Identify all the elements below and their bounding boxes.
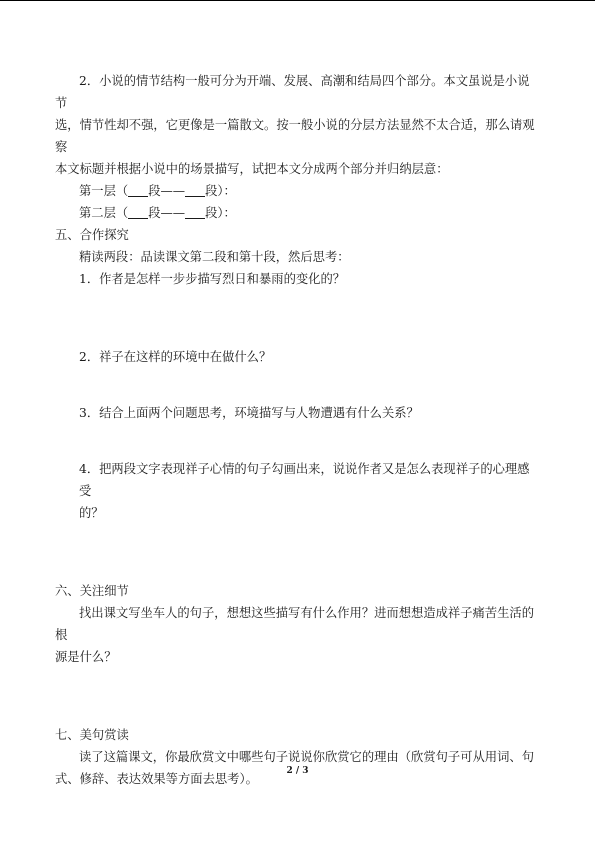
section-6-line-2: 源是什么？ — [55, 650, 117, 664]
document-body — [55, 70, 537, 790]
section-5-intro: 精读两段：品读课文第二段和第十段，然后思考： — [79, 250, 350, 264]
layer-2-label: 第二层（ — [79, 206, 129, 220]
layer-1-label: 第一层（ — [79, 184, 129, 198]
layer-1-end: 段）： — [205, 184, 236, 198]
section-5-question-3: 3．结合上面两个问题思考，环境描写与人物遭遇有什么关系？ — [79, 406, 419, 420]
section-7-line-1: 读了这篇课文，你最欣赏文中哪些句子说说你欣赏它的理由（欣赏句子可从用词、句 — [79, 750, 534, 764]
answer-space-5 — [55, 668, 537, 724]
section-6-heading: 六、关注细节 — [55, 584, 129, 598]
section-5-question-2: 2．祥子在这样的环境中在做什么？ — [79, 350, 272, 364]
page-number: 2 / 3 — [286, 766, 309, 776]
layer-1-blank-end[interactable] — [185, 183, 205, 197]
section-5-question-4 — [55, 458, 537, 524]
layer-1-line — [55, 180, 537, 202]
answer-space-1 — [55, 290, 537, 346]
answer-space-3 — [55, 424, 537, 458]
header-rule — [0, 0, 595, 1]
section-6-line-1: 找出课文写坐车人的句子，想想这些描写有什么作用？进而想想造成祥子痛苦生活的根 — [55, 606, 534, 642]
answer-space-2 — [55, 368, 537, 402]
layer-2-blank-start[interactable] — [128, 205, 148, 219]
question-4-line-2: 的？ — [79, 506, 104, 520]
section-5-heading: 五、合作探究 — [55, 228, 129, 242]
layer-2-blank-end[interactable] — [185, 205, 205, 219]
layer-2-line — [55, 202, 537, 224]
section-7-heading: 七、美句赏读 — [55, 728, 129, 742]
layer-2-end: 段）： — [205, 206, 236, 220]
section-7-line-2: 式、修辞、表达效果等方面去思考）。 — [55, 772, 258, 786]
section-5-question-1: 1．作者是怎样一步步描写烈日和暴雨的变化的？ — [79, 272, 346, 286]
answer-space-4 — [55, 524, 537, 580]
question-2-line-1: 2．小说的情节结构一般可分为开端、发展、高潮和结局四个部分。本文虽说是小说节 — [55, 74, 530, 110]
question-2-line-3: 本文标题并根据小说中的场景描写，试把本文分成两个部分并归纳层意： — [55, 162, 449, 176]
question-2-line-2: 选，情节性却不强，它更像是一篇散文。按一般小说的分层方法显然不太合适，那么请观察 — [55, 118, 535, 154]
layer-2-mid: 段—— — [148, 206, 186, 220]
layer-1-blank-start[interactable] — [128, 183, 148, 197]
layer-1-mid: 段—— — [148, 184, 186, 198]
question-4-line-1: 4．把两段文字表现祥子心情的句子勾画出来，说说作者又是怎么表现祥子的心理感受 — [79, 462, 530, 498]
question-2-block — [55, 70, 537, 180]
